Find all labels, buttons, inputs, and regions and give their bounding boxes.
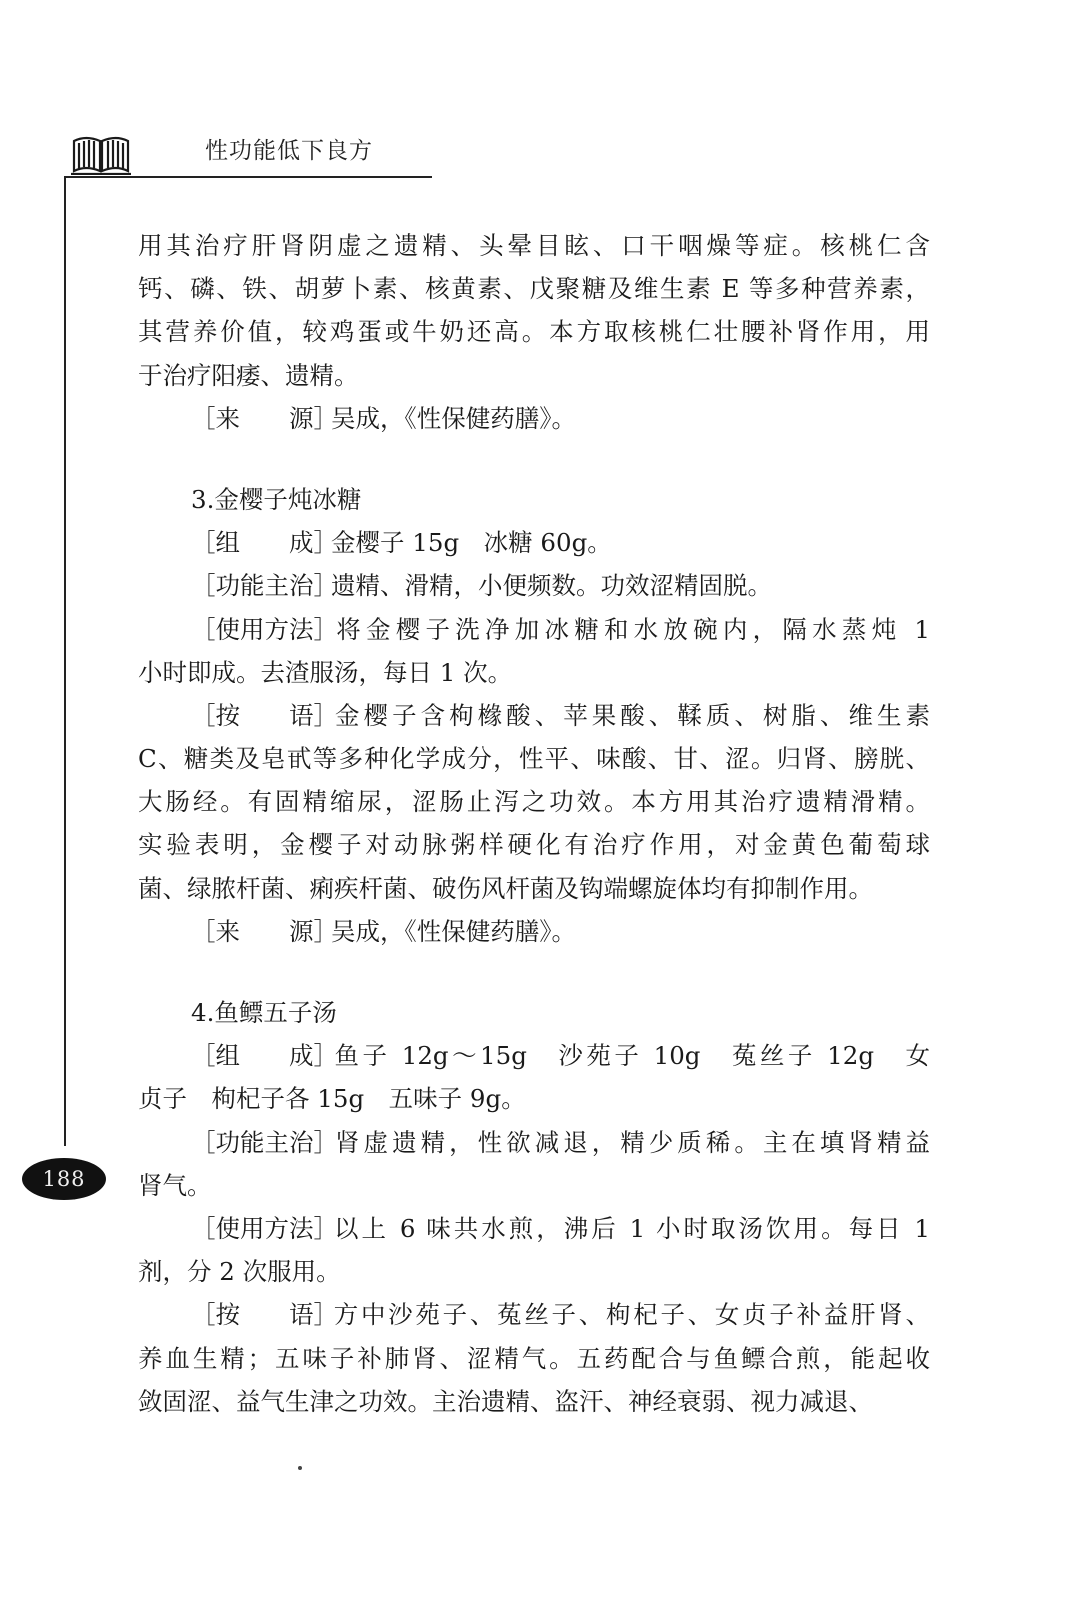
- field-line: [138, 910, 930, 953]
- field-line: [138, 564, 930, 607]
- field-label: ［组 成］: [191, 1041, 338, 1071]
- field-text: 鱼子 12g～15g 沙苑子 10g 菟丝子 12g 女: [331, 1041, 930, 1071]
- field-text: 吴成，《性保健药膳》。: [331, 403, 576, 433]
- section-gap: [138, 953, 930, 991]
- field-text: 以上 6 味共水煎，沸后 1 小时取汤饮用。每日 1: [331, 1213, 930, 1243]
- field-text: 吴成，《性保健药膳》。: [331, 916, 576, 946]
- body-line: 大肠经。有固精缩尿，涩肠止泻之功效。本方用其治疗遗精滑精。: [138, 787, 930, 817]
- field-label: ［使用方法］: [191, 614, 338, 644]
- body-line: 用其治疗肝肾阴虚之遗精、头晕目眩、口干咽燥等症。核桃仁含: [138, 231, 930, 260]
- body-line: 小时即成。去渣服汤，每日 1 次。: [138, 657, 513, 687]
- running-header-title: 性功能低下良方: [205, 138, 373, 164]
- field-line: [138, 608, 930, 651]
- field-label: ［来 源］: [191, 403, 338, 433]
- field-line: [138, 694, 930, 737]
- recipe-heading: 4.鱼鳔五子汤: [191, 998, 337, 1027]
- page-number-badge: 188: [22, 1158, 106, 1200]
- recipe-heading: 3.金樱子炖冰糖: [191, 484, 362, 514]
- body-line: 肾气。: [138, 1170, 212, 1200]
- field-line: [138, 521, 930, 564]
- field-text: 肾虚遗精，性欲减退，精少质稀。主在填肾精益: [331, 1127, 930, 1157]
- body-line: 菌、绿脓杆菌、痢疾杆菌、破伤风杆菌及钩端螺旋体均有抑制作用。: [138, 873, 873, 903]
- body-line: 剂，分 2 次服用。: [138, 1257, 341, 1287]
- body-line: 实验表明，金樱子对动脉粥样硬化有治疗作用，对金黄色葡萄球: [138, 830, 930, 860]
- section-gap: [138, 440, 930, 478]
- body-line: 钙、磷、铁、胡萝卜素、核黄素、戊聚糖及维生素 E 等多种营养素，: [138, 274, 930, 304]
- body-line: 于治疗阳痿、遗精。: [138, 360, 359, 390]
- field-line: [138, 1034, 930, 1077]
- field-label: ［按 语］: [191, 1300, 338, 1330]
- open-book-icon: [70, 131, 132, 175]
- field-text: 遗精、滑精，小便频数。功效涩精固脱。: [331, 571, 772, 601]
- field-line: [138, 1121, 930, 1164]
- body-line: 贞子 枸杞子各 15g 五味子 9g。: [138, 1084, 526, 1114]
- field-text: 将金樱子洗净加冰糖和水放碗内，隔水蒸炖 1: [331, 614, 930, 644]
- page-body: [138, 224, 930, 1423]
- field-text: 方中沙苑子、菟丝子、枸杞子、女贞子补益肝肾、: [331, 1300, 930, 1330]
- body-line: 敛固涩、益气生津之功效。主治遗精、盗汗、神经衰弱、视力减退、: [138, 1386, 873, 1416]
- field-line: [138, 1207, 930, 1250]
- field-line: [138, 397, 930, 440]
- field-label: ［使用方法］: [191, 1213, 338, 1243]
- field-label: ［来 源］: [191, 916, 338, 946]
- field-label: ［按 语］: [191, 700, 338, 730]
- body-line: C、糖类及皂甙等多种化学成分，性平、味酸、甘、涩。归肾、膀胱、: [138, 744, 930, 774]
- body-line: 其营养价值，较鸡蛋或牛奶还高。本方取核桃仁壮腰补肾作用，用: [138, 317, 930, 347]
- field-label: ［功能主治］: [191, 571, 338, 601]
- field-label: ［功能主治］: [191, 1127, 338, 1157]
- header-rule: [64, 176, 432, 178]
- field-text: 金樱子 15g 冰糖 60g。: [331, 528, 612, 558]
- field-text: 金樱子含枸橼酸、苹果酸、鞣质、树脂、维生素: [331, 700, 930, 730]
- print-speck: [298, 1466, 302, 1470]
- body-line: 养血生精；五味子补肺肾、涩精气。五药配合与鱼鳔合煎，能起收: [138, 1343, 930, 1373]
- field-label: ［组 成］: [191, 528, 338, 558]
- margin-rule: [64, 176, 66, 1146]
- field-line: [138, 1293, 930, 1336]
